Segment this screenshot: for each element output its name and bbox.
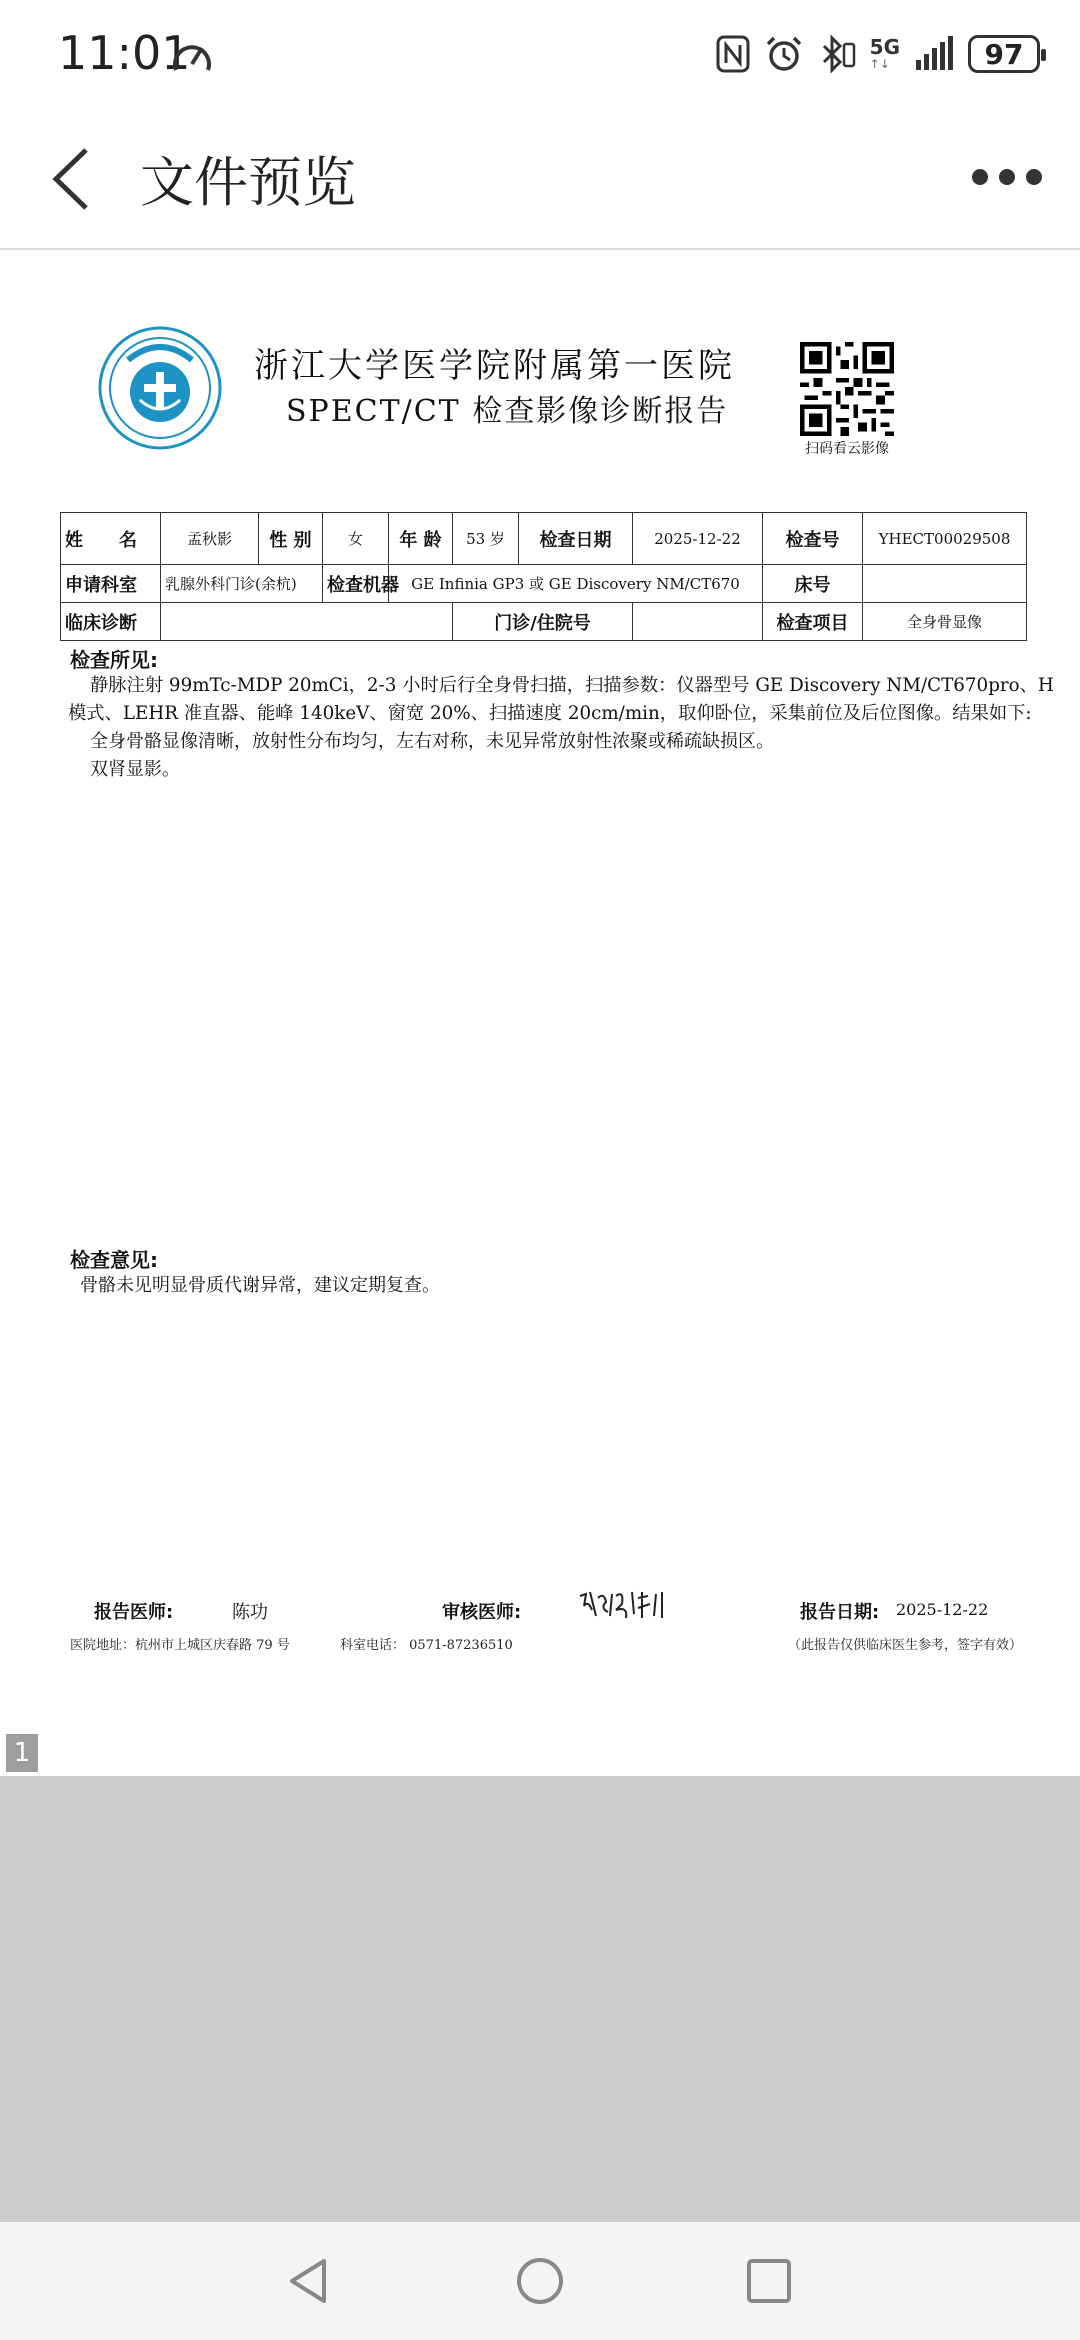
more-horizontal-icon[interactable] <box>972 162 1042 192</box>
report-title: SPECT/CT 检查影像诊断报告 <box>286 394 729 429</box>
signal-icon <box>914 36 954 72</box>
diag-value <box>161 603 453 641</box>
bluetooth-icon <box>818 34 856 74</box>
hospital-logo <box>98 326 222 450</box>
hospital-address: 医院地址：杭州市上城区庆春路 79 号 <box>70 1638 290 1653</box>
dept-label: 申请科室 <box>61 565 161 603</box>
network-type: 5G ↑↓ <box>869 35 900 71</box>
battery-level: 97 <box>984 37 1024 71</box>
speedometer-icon <box>170 36 214 76</box>
findings-line-4: 双肾显影。 <box>90 759 180 780</box>
empty-preview-area <box>0 1776 1080 2222</box>
status-icons <box>716 30 1040 78</box>
name-value: 孟秋影 <box>161 513 259 565</box>
machine-label: 检查机器 <box>323 565 389 603</box>
page-title: 文件预览 <box>140 151 356 214</box>
reviewer-signature <box>576 1588 672 1622</box>
findings-line-3: 全身骨骼显像清晰，放射性分布均匀，左右对称，未见异常放射性浓聚或稀疏缺损区。 <box>90 731 774 752</box>
battery-icon <box>968 35 1040 73</box>
age-label: 年 龄 <box>389 513 453 565</box>
name-label: 姓 名 <box>61 513 161 565</box>
patient-info-table <box>60 512 1027 641</box>
document-page <box>0 250 1080 1776</box>
nfc-icon <box>716 35 750 73</box>
qr-code-icon[interactable] <box>800 342 894 436</box>
dept-value: 乳腺外科门诊(余杭) <box>161 565 323 603</box>
triangle-back-icon[interactable] <box>284 2256 334 2306</box>
chevron-left-icon[interactable] <box>46 146 106 212</box>
findings-line-1: 静脉注射 99mTc-MDP 20mCi，2-3 小时后行全身骨扫描，扫描参数：仪器型号 GE Discovery NM/CT670pro、H <box>90 675 1054 696</box>
alarm-icon <box>764 34 804 74</box>
gender-value: 女 <box>323 513 389 565</box>
opinion-text: 骨骼未见明显骨质代谢异常，建议定期复查。 <box>80 1275 440 1296</box>
patient-no-value <box>633 603 763 641</box>
square-recents-icon[interactable] <box>744 2256 794 2306</box>
report-date-value: 2025-12-22 <box>896 1600 989 1619</box>
hospital-name: 浙江大学医学院附属第一医院 <box>254 346 735 386</box>
bed-label: 床号 <box>763 565 863 603</box>
patient-no-label: 门诊/住院号 <box>453 603 633 641</box>
machine-value: GE Infinia GP3 或 GE Discovery NM/CT670 <box>389 565 763 603</box>
bed-value <box>863 565 1027 603</box>
reporter-label: 报告医师: <box>94 1602 174 1623</box>
opinion-heading: 检查意见: <box>70 1248 158 1272</box>
report-disclaimer: （此报告仅供临床医生参考，签字有效） <box>788 1638 1023 1653</box>
item-value: 全身骨显像 <box>863 603 1027 641</box>
findings-line-2: 模式、LEHR 准直器、能峰 140keV、窗宽 20%、扫描速度 20cm/min，取仰卧位，采集前位及后位图像。结果如下: <box>68 703 1032 724</box>
item-label: 检查项目 <box>763 603 863 641</box>
exam-date-label: 检查日期 <box>519 513 633 565</box>
table-row <box>61 513 1027 565</box>
reviewer-label: 审核医师: <box>442 1602 522 1623</box>
report-date-label: 报告日期: <box>800 1602 880 1623</box>
reporter-name: 陈功 <box>232 1602 268 1623</box>
exam-no-value: YHECT00029508 <box>863 513 1027 565</box>
age-value: 53 岁 <box>453 513 519 565</box>
qr-caption: 扫码看云影像 <box>805 441 889 457</box>
table-row <box>61 565 1027 603</box>
status-bar <box>0 0 1080 104</box>
exam-date-value: 2025-12-22 <box>633 513 763 565</box>
findings-heading: 检查所见: <box>70 648 158 672</box>
page-indicator: 1 <box>6 1734 38 1772</box>
table-row <box>61 603 1027 641</box>
exam-no-label: 检查号 <box>763 513 863 565</box>
diag-label: 临床诊断 <box>61 603 161 641</box>
status-time: 11:01 <box>58 26 191 80</box>
circle-home-icon[interactable] <box>515 2256 565 2306</box>
system-nav-bar <box>0 2222 1080 2340</box>
department-phone: 科室电话： 0571-87236510 <box>340 1638 513 1653</box>
gender-label: 性 别 <box>259 513 323 565</box>
app-header <box>0 104 1080 250</box>
